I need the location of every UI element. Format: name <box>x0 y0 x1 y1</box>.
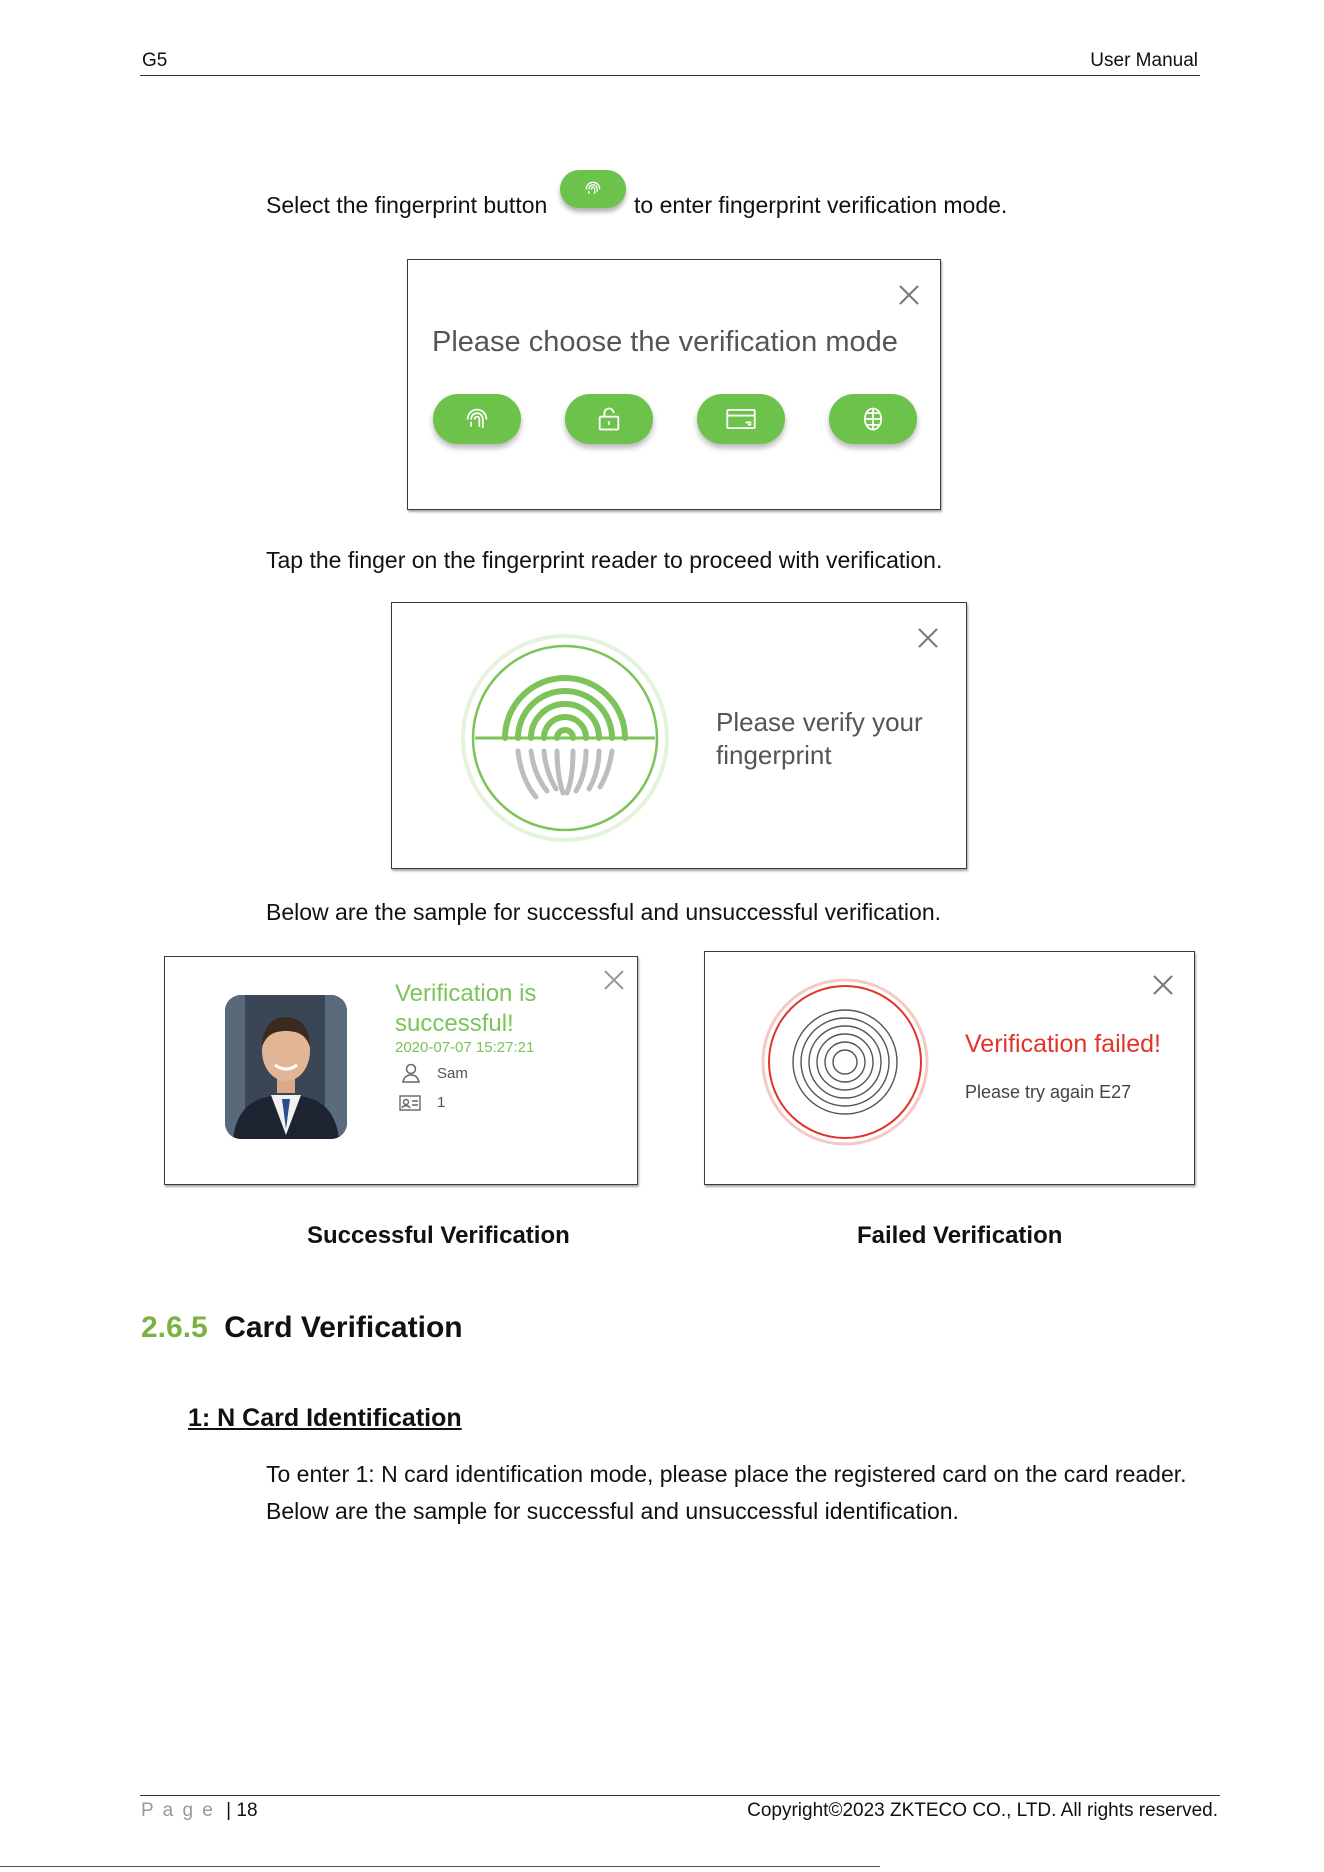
close-icon[interactable] <box>898 284 920 306</box>
user-photo <box>225 995 347 1139</box>
user-id: 1 <box>437 1094 446 1111</box>
card-icon <box>725 405 757 433</box>
failed-caption: Failed Verification <box>857 1222 1063 1249</box>
dialog-title: Please choose the verification mode <box>432 326 898 358</box>
close-icon[interactable] <box>603 969 625 991</box>
verification-mode-dialog <box>407 259 941 510</box>
header-right: User Manual <box>1090 50 1198 71</box>
face-mode-button[interactable] <box>829 394 917 444</box>
fingerprint-failed-icon <box>760 977 930 1147</box>
fingerprint-button-inline <box>560 170 626 208</box>
instruction-text-3: Below are the sample for successful and unsuccessful verification. <box>266 899 941 925</box>
face-icon <box>859 405 887 433</box>
body-line-1: To enter 1: N card identification mode, please place the registered card on the card reader. <box>266 1461 1187 1487</box>
user-name: Sam <box>437 1065 468 1082</box>
close-icon[interactable] <box>917 627 939 649</box>
fingerprint-mode-button[interactable] <box>433 394 521 444</box>
page-number: | 18 <box>226 1800 258 1821</box>
success-line-2: successful! <box>395 1010 514 1037</box>
instruction-text-1b: to enter fingerprint verification mode. <box>634 192 1008 218</box>
failed-message: Please try again E27 <box>965 1082 1132 1102</box>
verify-line-1: Please verify your <box>716 707 923 737</box>
instruction-text-1: Select the fingerprint button <box>266 192 548 218</box>
page-label: P a g e <box>141 1800 215 1821</box>
close-icon[interactable] <box>1152 974 1174 996</box>
verify-line-2: fingerprint <box>716 740 832 770</box>
verify-message <box>716 706 923 772</box>
footer-rule <box>140 1795 1220 1796</box>
success-line-1: Verification is <box>395 980 537 1007</box>
body-line-2: Below are the sample for successful and unsuccessful identification. <box>266 1498 959 1524</box>
header-left: G5 <box>142 50 168 71</box>
success-dialog <box>164 956 638 1185</box>
success-caption: Successful Verification <box>307 1222 570 1249</box>
password-mode-button[interactable] <box>565 394 653 444</box>
failed-title: Verification failed! <box>965 1030 1161 1058</box>
copyright: Copyright©2023 ZKTECO CO., LTD. All rights reserved. <box>747 1800 1218 1821</box>
section-title: Card Verification <box>224 1311 463 1344</box>
page-indicator <box>141 1800 258 1822</box>
fingerprint-scan-icon <box>460 633 670 843</box>
failed-dialog <box>704 951 1195 1185</box>
bottom-edge-line <box>0 1866 880 1867</box>
subsection-heading: 1: N Card Identification <box>188 1404 462 1432</box>
fingerprint-icon <box>583 179 603 199</box>
section-number: 2.6.5 <box>141 1311 208 1344</box>
success-title <box>395 979 536 1039</box>
section-heading <box>141 1311 463 1345</box>
id-card-icon <box>399 1095 421 1111</box>
card-mode-button[interactable] <box>697 394 785 444</box>
fingerprint-icon <box>463 405 491 433</box>
success-datetime: 2020-07-07 15:27:21 <box>395 1039 535 1056</box>
instruction-text-2: Tap the finger on the fingerprint reader to proceed with verification. <box>266 547 943 573</box>
verify-fingerprint-dialog <box>391 602 967 869</box>
lock-icon <box>595 405 623 433</box>
user-icon <box>401 1063 421 1083</box>
header-rule <box>140 75 1200 76</box>
